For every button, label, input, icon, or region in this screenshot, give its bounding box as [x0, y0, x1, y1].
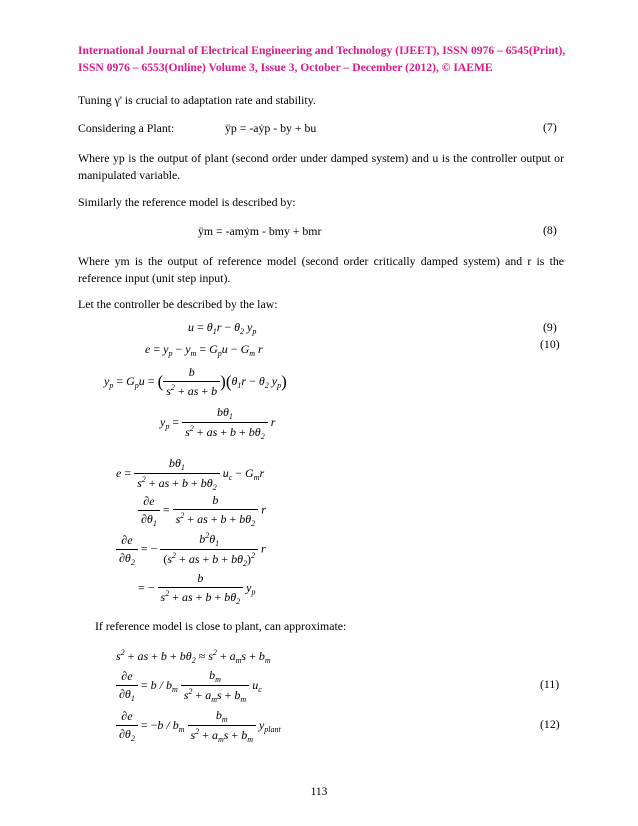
plant-output-closed-loop: $y_p$ = $\frac{b\theta_1}{s^2 + as + b + b\theta_2}$ r: [160, 405, 276, 441]
eq-number-8: (8): [543, 223, 557, 237]
control-law-equation: $u = \theta_1r - \theta_2$ $y_p$: [188, 320, 257, 336]
header-line-2: ISSN 0976 – 6553(Online) Volume 3, Issue 3, October – December (2012), © IAEME: [78, 61, 493, 74]
eq-number-10: (10): [540, 337, 560, 351]
eq-number-9: (9): [543, 320, 557, 334]
tuning-sentence: Tuning γ' is crucial to adaptation rate and stability.: [78, 93, 316, 107]
plant-equation: ÿp = -aẏp - by + bu: [225, 121, 317, 135]
sensitivity-theta1: $\frac{\partial e}{\partial\theta_1}$ = $\frac{b}{s^2 + as + b + b\theta_2}$ r: [138, 493, 266, 528]
approx-sensitivity-theta1: $\frac{\partial e}{\partial\theta_1}$ = b / $b_m$ $\frac{b_m}{s^2 + a_ms + b_m}$ $u_c$: [116, 668, 262, 704]
eq-number-7: (7): [543, 120, 557, 134]
where-ym-paragraph: Where ym is the output of reference model (second order critically damped system) and r is the reference input (unit step input).: [78, 254, 564, 285]
similarly-sentence: Similarly the reference model is described by:: [78, 195, 296, 209]
header-line-1: International Journal of Electrical Engineering and Technology (IJEET), ISSN 0976 – 6545(Print),: [78, 44, 566, 57]
eq-number-12: (12): [540, 717, 560, 731]
plant-output-expansion: $y_p = G_pu$ = ( $\frac{b}{s^2 + as + b}$ )($\theta_1r - \theta_2$ $y_p$): [104, 365, 287, 398]
sensitivity-theta2-simplified: = − $\frac{b}{s^2 + as + b + b\theta_2}$ $y_p$: [138, 571, 256, 606]
eq-number-11: (11): [540, 677, 560, 691]
approximation-equation: $s^2$ + as + $b + b\theta_2 \approx s^2 + a_ms + b_m$: [116, 648, 271, 665]
error-expansion: e = $\frac{b\theta_1}{s^2 + as + b + b\theta_2}$ $u_c - G_mr$: [116, 456, 265, 492]
error-equation: $e = y_p - y_m = G_pu - G_m$ r: [145, 342, 263, 358]
reference-equation: ÿm = -amẏm - bmy + bmr: [198, 224, 322, 238]
page-number: 113: [310, 786, 328, 798]
approx-sensitivity-theta2: $\frac{\partial e}{\partial\theta_2}$ = $-b / b_m$ $\frac{b_m}{s^2 + a_ms + b_m}$ $y_{plant}$: [116, 708, 281, 744]
sensitivity-theta2: $\frac{\partial e}{\partial\theta_2}$ = − $\frac{b^2\theta_1}{(s^2 + as + b + b\theta_2)^2}$ r: [116, 531, 266, 568]
considering-label: Considering a Plant:: [78, 121, 175, 135]
where-yp-paragraph: Where yp is the output of plant (second order under damped system) and u is the controller output or manipulated variable.: [78, 151, 564, 182]
let-controller-sentence: Let the controller be described by the law:: [78, 297, 278, 311]
if-reference-sentence: If reference model is close to plant, can approximate:: [95, 619, 347, 633]
